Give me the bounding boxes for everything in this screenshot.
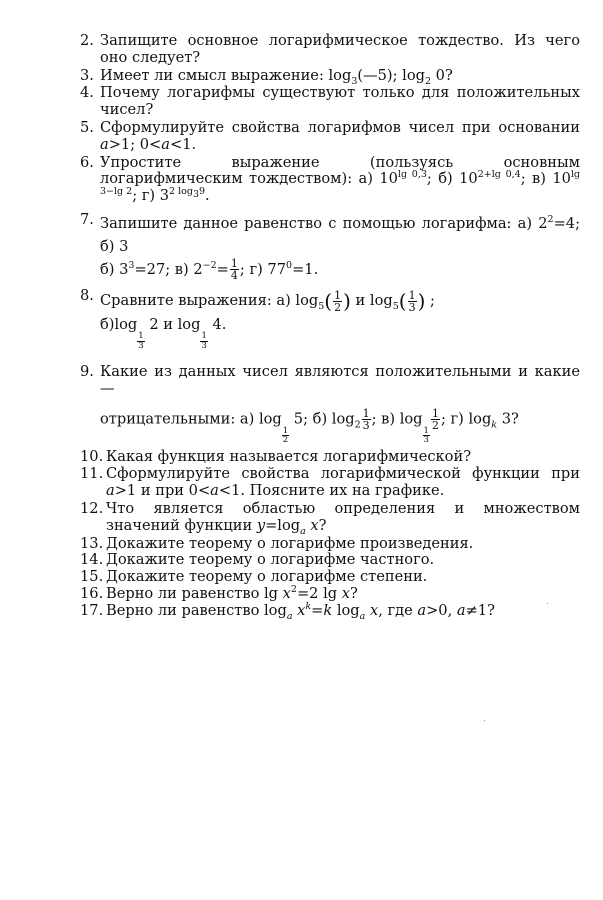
question-text: Какие из данных чисел являются положительными и какие — (100, 363, 580, 398)
question-text: Сформулируйте свойства логарифмической функции при a>1 и при 0<a<1. Поясните их на графике. (106, 465, 580, 500)
question-17 (80, 600, 580, 622)
question-9 (80, 364, 580, 398)
question-text: Сравните выражения: а) $\log_5$( $\frac{1}{2}$ ) и $\log_5$( $\frac{1}{3}$ ) ; (100, 288, 435, 314)
fraction: $\frac{1}{3}$ (408, 288, 416, 314)
fraction: $\frac{1}{3}$ (201, 331, 207, 351)
question-number: 16. (80, 584, 104, 602)
question-12 (80, 501, 580, 535)
question-number: 17. (80, 601, 104, 619)
fraction: $\frac{1}{2}$ (334, 288, 342, 314)
question-8 (80, 288, 580, 314)
question-6 (80, 155, 580, 205)
scan-speck (547, 603, 548, 604)
question-16 (80, 586, 580, 603)
question-text: Верно ли равенство $\lg x^2=2$ lg x? (106, 584, 358, 602)
question-5 (80, 120, 580, 154)
question-text: б)log $\frac{1}{3}$ 2 и log $\frac{1}{3}$ 4. (100, 316, 227, 351)
question-7 (80, 212, 580, 282)
question-text: Запищите основное логарифмическое тождество. Из чего оно следует? (100, 32, 580, 66)
question-text: Имеет ли смысл выражение: $\log_3(—5)$; $\log_2 0$? (100, 66, 453, 87)
question-number: 2. (80, 32, 94, 49)
question-number: 9. (80, 363, 94, 381)
question-15 (80, 569, 580, 586)
question-text: Почему логарифмы существуют только для положительных чисел? (100, 84, 580, 119)
fraction: $\frac{1}{3}$ (362, 407, 370, 433)
question-text: Докажите теорему о логарифме степени. (106, 568, 428, 586)
question-number: 5. (80, 118, 94, 136)
fraction: $\frac{1}{3}$ (423, 425, 429, 446)
fraction: $\frac{1}{2}$ (282, 425, 289, 446)
question-number: 12. (80, 499, 104, 517)
question-number: 6. (80, 153, 94, 171)
question-number: 15. (80, 568, 104, 586)
question-number: 11. (80, 465, 104, 483)
question-text: Докажите теорему о логарифме произведения. (106, 534, 474, 552)
question-2 (80, 33, 580, 67)
scan-speck (484, 720, 485, 721)
question-text: Верно ли равенство $\log_a x^k=k$ $\log_a x$, где a>0, a≠1? (106, 600, 495, 622)
question-text: Что является областью определения и множеством значений функции $y=\log_a$ x? (106, 499, 580, 537)
question-number: 7. (80, 210, 94, 228)
question-list (80, 33, 580, 620)
question-text: Сформулируйте свойства логарифмов чисел при основании a>1; 0<a<1. (100, 118, 580, 153)
question-number: 14. (80, 551, 104, 569)
question-14 (80, 552, 580, 569)
fraction: $\frac{1}{2}$ (431, 407, 439, 433)
question-number: 10. (80, 447, 104, 465)
question-text: Докажите теорему о логарифме частного. (106, 551, 435, 569)
question-number: 13. (80, 534, 104, 552)
question-10 (80, 449, 580, 466)
question-3 (80, 68, 580, 85)
question-13 (80, 536, 580, 553)
question-number: 8. (80, 287, 94, 305)
question-8-line2 (80, 317, 580, 350)
question-text: Какая функция называется логарифмической? (106, 447, 472, 465)
question-4 (80, 85, 580, 119)
fraction: $\frac{1}{3}$ (138, 331, 144, 351)
question-number: 4. (80, 84, 94, 102)
fraction: $\frac{1}{4}$ (230, 257, 238, 283)
question-11 (80, 466, 580, 500)
question-text: отрицательными: а) log $\frac{1}{2}$ 5; б) $\log_2$ $\frac{1}{3}$ ; в) log $\frac{1}{3}$ $\frac{1}{2}$ ; г) $\log_k 3$? (100, 407, 519, 446)
question-text: Упростите выражение (пользуясь основным логарифмическим тождеством): а) $10^{lg 0,3}$; б) $10^{2+lg 0,4}$; в) $10^{lg 3-lg 2}$; г) $3^{2 log_39}$. (100, 153, 581, 205)
question-text: Запишите данное равенство с помощью логарифма: а) $2^2=4$; б) 3 б) $3^3=27$; в) $2^{-2}=$ $\frac{1}{4}$ ; г) $77^0=1$. (100, 214, 580, 283)
question-number: 3. (80, 66, 94, 84)
question-9-line2 (80, 408, 580, 445)
